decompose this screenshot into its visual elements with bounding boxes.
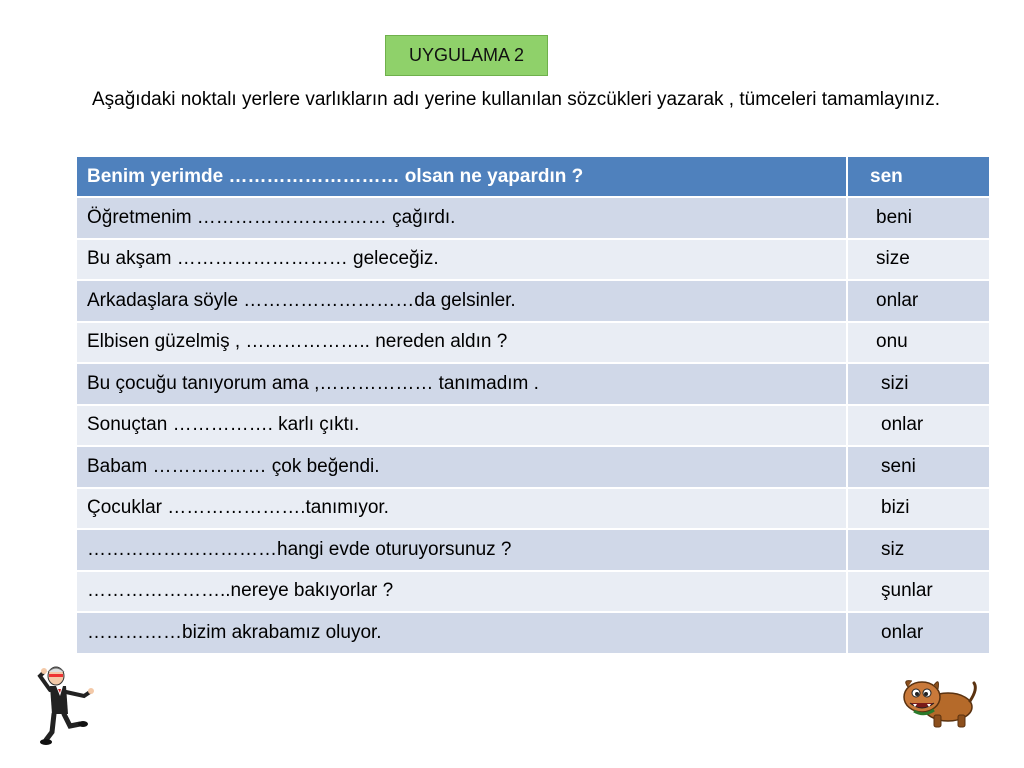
table-row <box>77 322 990 364</box>
title-text: UYGULAMA 2 <box>408 45 525 65</box>
sentence-cell: Sonuçtan ……………. karlı çıktı. <box>77 405 847 447</box>
table-row <box>77 488 990 530</box>
sentence-cell: Çocuklar ………………….tanımıyor. <box>77 488 847 530</box>
answer-cell: bizi <box>847 488 990 530</box>
sentence-cell: ……………bizim akrabamız oluyor. <box>77 612 847 654</box>
table-row <box>77 571 990 613</box>
dog-icon <box>900 675 980 730</box>
answer-cell: beni <box>847 197 990 239</box>
table-row <box>77 239 990 281</box>
answer-cell: onlar <box>847 405 990 447</box>
answer-cell: siz <box>847 529 990 571</box>
sentence-cell: Öğretmenim ………………………… çağırdı. <box>77 197 847 239</box>
table-row <box>77 529 990 571</box>
exercise-table <box>77 157 991 655</box>
header-answer: sen <box>847 157 990 197</box>
answer-cell: onlar <box>847 280 990 322</box>
sentence-cell: Babam ……………… çok beğendi. <box>77 446 847 488</box>
answer-cell: onlar <box>847 612 990 654</box>
dancing-man-icon <box>36 662 98 750</box>
answer-cell: onu <box>847 322 990 364</box>
instruction-text: Aşağıdaki noktalı yerlere varlıkların adı yerine kullanılan sözcükleri yazarak , tümceleri tamamlayınız. <box>92 89 940 110</box>
answer-cell: size <box>847 239 990 281</box>
table-header-row <box>77 157 990 197</box>
header-sentence: Benim yerimde ……………………… olsan ne yapardın ? <box>77 157 847 197</box>
answer-cell: sizi <box>847 363 990 405</box>
title-box <box>385 35 548 76</box>
table-row <box>77 405 990 447</box>
table-row <box>77 363 990 405</box>
sentence-cell: Bu çocuğu tanıyorum ama ,……………… tanımadım . <box>77 363 847 405</box>
sentence-cell: …………………………hangi evde oturuyorsunuz ? <box>77 529 847 571</box>
sentence-cell: Bu akşam ……………………… geleceğiz. <box>77 239 847 281</box>
sentence-cell: Elbisen güzelmiş , ……………….. nereden aldın ? <box>77 322 847 364</box>
sentence-cell: …………………..nereye bakıyorlar ? <box>77 571 847 613</box>
sentence-cell: Arkadaşlara söyle ………………………da gelsinler. <box>77 280 847 322</box>
table-row <box>77 446 990 488</box>
table-row <box>77 197 990 239</box>
answer-cell: şunlar <box>847 571 990 613</box>
table-row <box>77 612 990 654</box>
answer-cell: seni <box>847 446 990 488</box>
table-row <box>77 280 990 322</box>
